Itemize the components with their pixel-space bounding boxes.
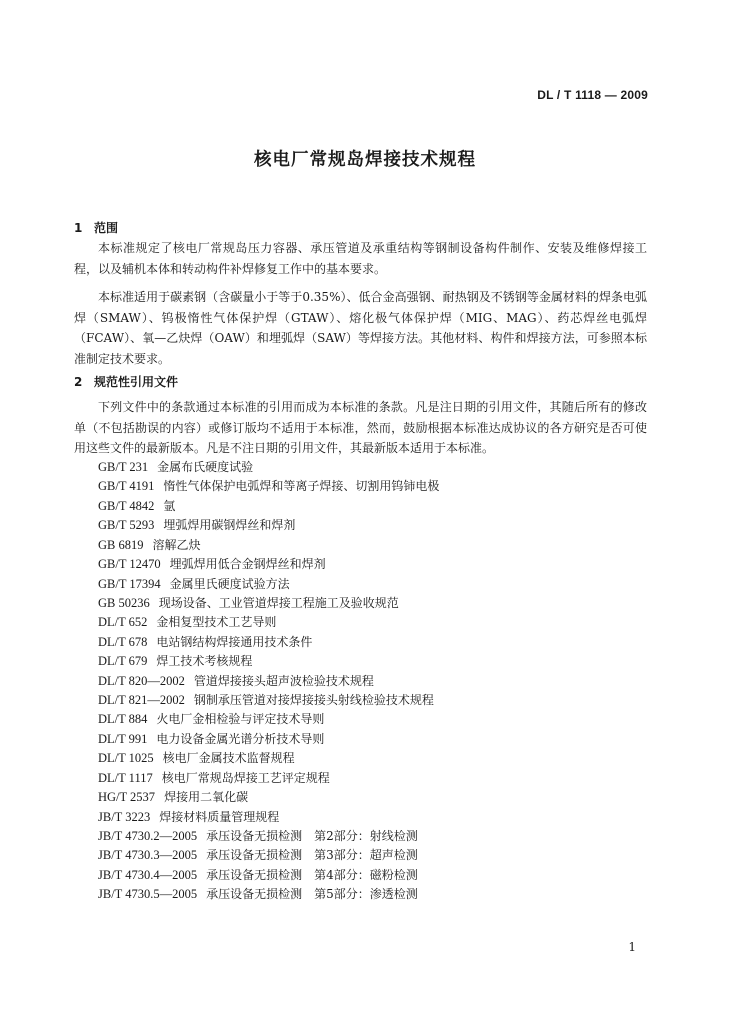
reference-title: 金相复型技术工艺导则 bbox=[156, 615, 277, 630]
reference-code: DL/T 1025 bbox=[98, 751, 154, 766]
reference-code: JB/T 4730.3—2005 bbox=[98, 848, 198, 863]
reference-item bbox=[98, 846, 439, 865]
reference-code: GB 6819 bbox=[98, 537, 144, 552]
reference-item bbox=[98, 730, 439, 749]
reference-title: 管道焊接接头超声波检验技术规程 bbox=[193, 673, 374, 688]
reference-item bbox=[98, 885, 439, 904]
reference-code: GB 50236 bbox=[98, 595, 150, 610]
reference-code: GB/T 231 bbox=[98, 460, 149, 474]
paragraph: 本标准适用于碳素钢（含碳量小于等于0.35%）、低合金高强钢、耐热钢及不锈钢等金属材料的焊条电弧焊（SMAW）、钨极惰性气体保护焊（GTAW）、熔化极气体保护焊（MIG、MAG）、药芯焊丝电弧焊（FCAW）、氧—乙炔焊（OAW）和埋弧焊（SAW）等焊接方法。其他材料、构件和焊接方法，可参照本标准制定技术要求。 bbox=[74, 290, 648, 366]
paragraph: 下列文件中的条款通过本标准的引用而成为本标准的条款。凡是注日期的引用文件，其随后所有的修改单（不包括勘误的内容）或修订版均不适用于本标准，然而，鼓励根据本标准达成协议的各方研究是否可使用这些文件的最新版本。凡是不注日期的引用文件，其最新版本适用于本标准。 bbox=[74, 400, 647, 455]
reference-code: DL/T 678 bbox=[98, 634, 148, 649]
reference-title: 埋弧焊用低合金钢焊丝和焊剂 bbox=[169, 557, 326, 572]
section-title: 规范性引用文件 bbox=[94, 375, 179, 389]
reference-list bbox=[98, 458, 439, 905]
reference-item bbox=[98, 710, 439, 729]
reference-item bbox=[98, 749, 439, 768]
reference-code: DL/T 991 bbox=[98, 731, 148, 746]
reference-item bbox=[98, 555, 439, 574]
reference-title: 现场设备、工业管道焊接工程施工及验收规范 bbox=[158, 595, 399, 610]
reference-title: 承压设备无损检测 第3部分：超声检测 bbox=[206, 848, 418, 863]
reference-code: HG/T 2537 bbox=[98, 790, 156, 805]
reference-title: 火电厂金相检验与评定技术导则 bbox=[156, 712, 325, 727]
reference-item bbox=[98, 769, 439, 788]
section-number: 2 bbox=[74, 375, 83, 389]
reference-item bbox=[98, 672, 439, 691]
reference-item bbox=[98, 458, 439, 477]
page-title: 核电厂常规岛焊接技术规程 bbox=[254, 150, 476, 170]
reference-item bbox=[98, 575, 439, 594]
reference-title: 焊工技术考核规程 bbox=[156, 654, 253, 669]
reference-title: 承压设备无损检测 第2部分：射线检测 bbox=[206, 829, 418, 844]
reference-code: DL/T 1117 bbox=[98, 770, 153, 785]
reference-item bbox=[98, 477, 439, 496]
reference-title: 埋弧焊用碳钢焊丝和焊剂 bbox=[163, 518, 296, 533]
paragraph: 本标准规定了核电厂常规岛压力容器、承压管道及承重结构等钢制设备构件制作、安装及维修焊接工程，以及辅机本体和转动构件补焊修复工作中的基本要求。 bbox=[74, 241, 647, 276]
reference-code: DL/T 884 bbox=[98, 712, 148, 727]
reference-title: 焊接用二氧化碳 bbox=[164, 790, 249, 805]
reference-code: JB/T 4730.4—2005 bbox=[98, 867, 198, 882]
reference-code: GB/T 12470 bbox=[98, 557, 161, 572]
reference-code: GB/T 17394 bbox=[98, 576, 161, 591]
reference-code: JB/T 4730.2—2005 bbox=[98, 829, 198, 844]
reference-title: 承压设备无损检测 第4部分：磁粉检测 bbox=[206, 867, 418, 882]
reference-code: JB/T 4730.5—2005 bbox=[98, 887, 198, 902]
reference-item bbox=[98, 652, 439, 671]
reference-item bbox=[98, 808, 439, 827]
section-number: 1 bbox=[74, 221, 83, 235]
reference-title: 氩 bbox=[163, 498, 176, 513]
reference-item bbox=[98, 497, 439, 516]
reference-item bbox=[98, 633, 439, 652]
reference-item bbox=[98, 827, 439, 846]
reference-code: JB/T 3223 bbox=[98, 809, 151, 824]
reference-title: 核电厂金属技术监督规程 bbox=[162, 751, 295, 766]
reference-title: 金属里氏硬度试验方法 bbox=[169, 576, 290, 591]
document-code: DL / T 1118 — 2009 bbox=[537, 88, 648, 102]
reference-title: 金属布氏硬度试验 bbox=[157, 460, 254, 474]
page-number: 1 bbox=[628, 940, 636, 954]
reference-code: DL/T 820—2002 bbox=[98, 673, 185, 688]
reference-code: DL/T 679 bbox=[98, 654, 148, 669]
reference-title: 承压设备无损检测 第5部分：渗透检测 bbox=[206, 887, 418, 902]
reference-item bbox=[98, 594, 439, 613]
reference-item bbox=[98, 691, 439, 710]
reference-code: GB/T 4842 bbox=[98, 498, 155, 513]
reference-title: 核电厂常规岛焊接工艺评定规程 bbox=[161, 770, 330, 785]
reference-code: DL/T 652 bbox=[98, 615, 148, 630]
section-heading-normative-references bbox=[74, 373, 178, 390]
reference-title: 惰性气体保护电弧焊和等离子焊接、切割用钨铈电极 bbox=[163, 479, 440, 494]
reference-title: 电站钢结构焊接通用技术条件 bbox=[156, 634, 313, 649]
reference-code: GB/T 5293 bbox=[98, 518, 155, 533]
reference-title: 钢制承压管道对接焊接接头射线检验技术规程 bbox=[193, 693, 434, 708]
reference-item bbox=[98, 536, 439, 555]
reference-item bbox=[98, 516, 439, 535]
reference-item bbox=[98, 866, 439, 885]
reference-title: 焊接材料质量管理规程 bbox=[159, 809, 280, 824]
reference-title: 溶解乙炔 bbox=[152, 537, 201, 552]
reference-item bbox=[98, 788, 439, 807]
reference-code: GB/T 4191 bbox=[98, 479, 155, 494]
reference-item bbox=[98, 613, 439, 632]
reference-code: DL/T 821—2002 bbox=[98, 693, 185, 708]
reference-title: 电力设备金属光谱分析技术导则 bbox=[156, 731, 325, 746]
section-heading-scope bbox=[74, 219, 118, 236]
section-title: 范围 bbox=[94, 221, 119, 235]
